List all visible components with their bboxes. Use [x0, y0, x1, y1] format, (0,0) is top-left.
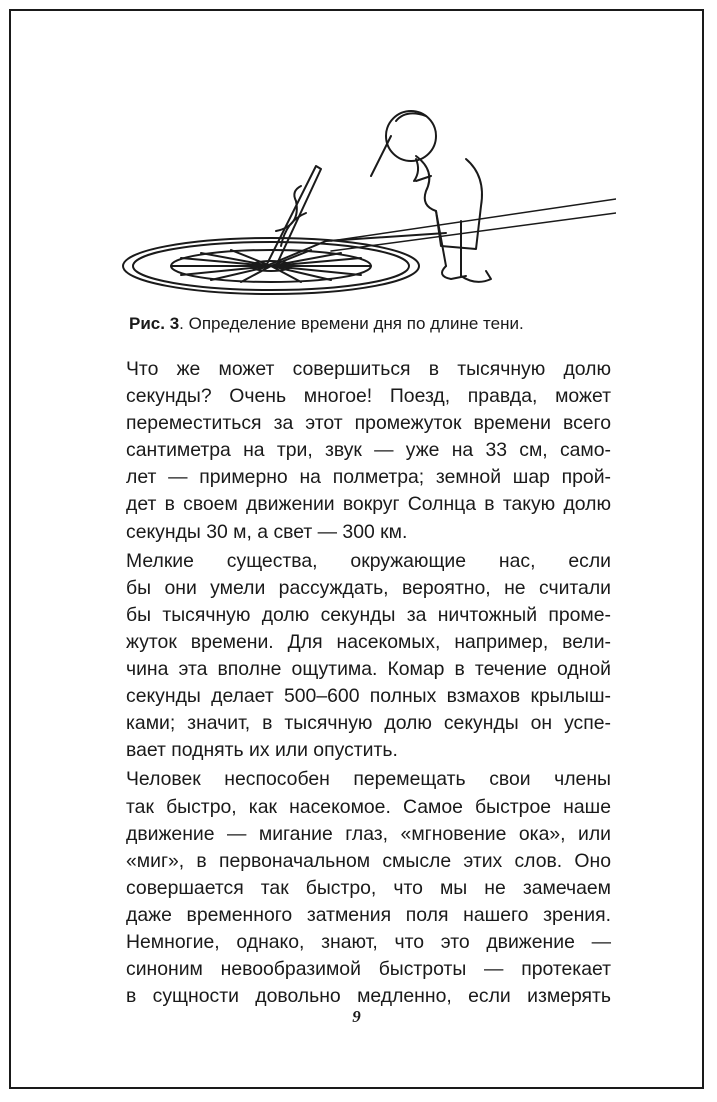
text-line: лет — примерно на полметра; земной шар прой- [126, 466, 611, 489]
text-line: Человек неспособен перемещать свои члены [126, 768, 611, 791]
text-line: жуток времени. Для насекомых, например, вели- [126, 630, 611, 653]
text-line: бы они умели рассуждать, вероятно, не считали [126, 576, 611, 599]
text-line: «миг», в первоначальном смысле этих слов. Оно [126, 849, 611, 872]
text-line: ками; значит, в тысячную долю секунды он успе- [126, 712, 611, 735]
page-number: 9 [352, 1007, 361, 1026]
text-line: синоним невообразимой быстроты — протекает [126, 958, 611, 981]
text-line: движение — мигание глаз, «мгновение ока», или [126, 822, 611, 845]
text-line: секунды? Очень многое! Поезд, правда, может [126, 385, 611, 408]
figure-caption-text: . Определение времени дня по длине тени. [179, 314, 524, 333]
text-line: Мелкие существа, окружающие нас, если [126, 549, 611, 572]
book-page [9, 9, 704, 1089]
sundial-illustration [116, 81, 616, 296]
figure-label: Рис. 3 [129, 314, 180, 333]
body-text [126, 356, 611, 1010]
text-line: дет в своем движении вокруг Солнца в такую долю [126, 493, 611, 516]
text-line: сантиметра на три, звук — уже на 33 см, само- [126, 439, 611, 462]
text-line: чина эта вполне ощутима. Комар в течение одной [126, 658, 611, 681]
text-line: переместиться за этот промежуток времени всего [126, 412, 611, 435]
text-line: так быстро, как насекомое. Самое быстрое наше [126, 795, 611, 818]
text-line: в сущности довольно медленно, если измерять [126, 985, 611, 1008]
text-line: Немногие, однако, знают, что это движение — [126, 930, 611, 953]
text-line: секунды делает 500–600 полных взмахов крылыш- [126, 685, 611, 708]
text-line: даже временного затмения поля нашего зрения. [126, 903, 611, 926]
figure-caption [129, 314, 609, 334]
text-line: секунды 30 м, а свет — 300 км. [126, 520, 408, 543]
text-line: совершается так быстро, что мы не замечаем [126, 876, 611, 899]
text-line: вает поднять их или опустить. [126, 739, 398, 762]
text-line: Что же может совершиться в тысячную долю [126, 358, 611, 380]
text-line: бы тысячную долю секунды за ничтожный проме- [126, 603, 611, 626]
